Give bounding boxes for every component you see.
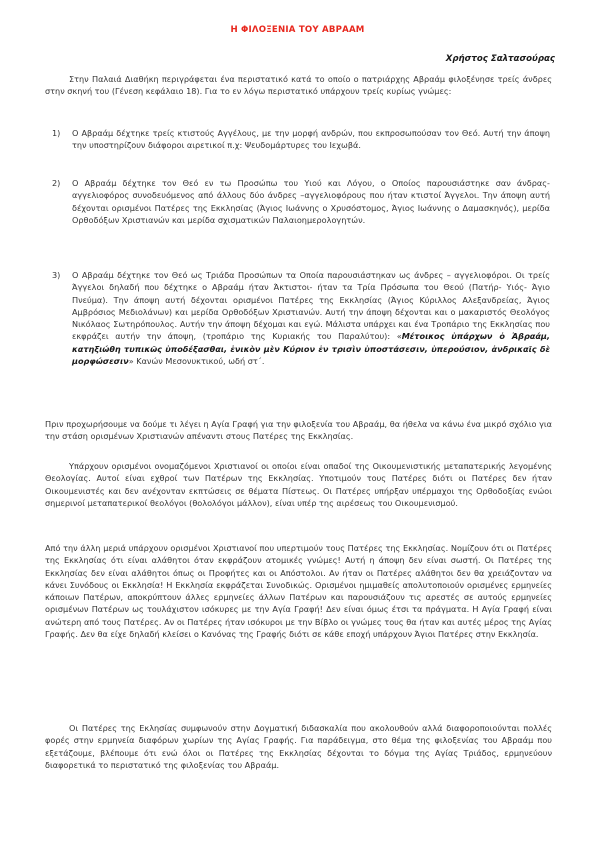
paragraph-before: [45, 418, 552, 443]
opinion-number-1: 1): [52, 128, 61, 138]
author-name: Χρήστος Σαλτασούρας: [445, 54, 555, 64]
paragraph-other: [45, 542, 552, 640]
troparion-source: » Κανών Μεσονυκτικού, ωδή στ΄.: [128, 356, 265, 367]
paragraph-ecumenism: [45, 460, 552, 509]
opinion-number-3: 3): [52, 270, 61, 280]
paragraph-last: [45, 722, 552, 771]
opinion-text-2: Ο Αβραάμ δέχτηκε τον Θεό εν τω Προσώπω του Υιού και Λόγου, ο Οποίος παρουσιάστηκε σαν άνδρας- αγγελιοφόρος συνοδευόμενος από άλλους δύο άνδρες –αγγελιοφόρους που ήταν κτιστοί Άγγελοι. Την άποψη αυτή δέχονται ορισμένοι Πατέρες της Εκκλησίας (Άγιος Ιωάννης ο Χρυσόστομος, Άγιος Ιωάννης ο Δαμασκηνός), μερίδα Ορθοδόξων Χριστιανών και μερίδα σχισματικών Παλαιοημερολογητών.: [72, 178, 550, 225]
paragraph-last-text: Οι Πατέρες της Εκλησίας συμφωνούν στην Δογματική διδασκαλία που ακολουθούν αλλά διαφοροποιούνται πολλές φορές στην ερμηνεία διαφόρων χωρίων της Αγίας Γραφής. Για παράδειγμα, στο θέμα της φιλοξενίας του Αβραάμ που εξετάζουμε, βλέπουμε ότι ενώ όλοι οι Πατέρες της Εκκλησίας δέχονται το δόγμα της Αγίας Τριάδος, ερμηνεύουν διαφορετικά το περιστατικό της φιλοξενίας του Αβραάμ.: [45, 723, 552, 770]
opinion-text-1: Ο Αβραάμ δέχτηκε τρείς κτιστούς Αγγέλους, με την μορφή ανδρών, που εκπροσωπούσαν τον Θεό. Αυτή την άποψη την υποστηρίζουν διάφοροι αιρετικοί π.χ: Ψευδομάρτυρες του Ιεχωβά.: [72, 128, 550, 151]
intro-text: Στην Παλαιά Διαθήκη περιγράφεται ένα περιστατικό κατά το οποίο ο πατριάρχης Αβραάμ φιλοξένησε τρείς άνδρες στην σκηνή του (Γένεση κεφάλαιο 18). Για το εν λόγω περιστατικό υπάρχουν τρείς κυρίως γνώμες:: [45, 74, 552, 97]
paragraph-before-text: Πριν προχωρήσουμε να δούμε τι λέγει η Αγία Γραφή για την φιλοξενία του Αβραάμ, θα ήθελα να κάνω ένα μικρό σχόλιο για την στάση ορισμένων Χριστιανών απέναντι στους Πατέρες της Εκκλησίας.: [45, 419, 552, 442]
opinion-text-3-body: Ο Αβραάμ δέχτηκε τον Θεό ως Τριάδα Προσώπων τα Οποία παρουσιάστηκαν ως άνδρες – αγγελιοφόροι. Οι τρείς Άγγελοι δηλαδή που δέχτηκε ο Αβραάμ ήταν Άκτιστοι- ήταν τα Τρία Πρόσωπα του Θεού (Πατήρ- Υιός- Άγιο Πνεύμα). Την άποψη αυτή δέχονται ορισμένοι Πατέρες της Εκκλησίας (Άγιος Κύριλλος Αλεξανδρείας, Άγιος Αμβρόσιος Μεδιολάνων) και μερίδα Ορθοδόξων Χριστιανών. Αυτή την άποψη δέχονται και ο μακαριστός Θεολόγος Νικόλαος Σωτηρόπουλος. Αυτήν την άποψη δέχομαι και εγώ. Μάλιστα υπάρχει και ένα Τροπάριο της Εκκλησίας που εκφράζει αυτήν την άποψη, (τροπάριο της Κυριακής του Παραλύτου): «: [72, 270, 550, 342]
document-title: Η ΦΙΛΟΞΕΝΙΑ ΤΟΥ ΑΒΡΑΑΜ: [230, 25, 365, 35]
paragraph-other-text: Από την άλλη μεριά υπάρχουν ορισμένοι Χριστιανοί που υπερτιμούν τους Πατέρες της Εκκλησίας. Νομίζουν ότι οι Πατέρες της Εκκλησίας ότι είναι αλάθητοι όταν εκφράζουν ατομικές γνώμες! Αυτή η άποψη δεν είναι σωστή. Οι Πατέρες της Εκκλησίας δεν είναι αλάθητοι όπως οι Προφήτες και οι Απόστολοι. Αν ήταν οι Πατέρες αλάθητοι δεν θα χρειάζονταν να κάνει Συνόδους οι Εκκλησία! Η Εκκλησία εκφράζεται Συνοδικώς. Ορισμένοι ημιμαθείς απολυτοποιούν ορισμένες ερμηνείες κάποιων Πατέρων, αποκρύπτουν άλλες ερμηνείες άλλων Πατέρων και παρουσιάζουν τις αρεστές σε αυτούς ερμηνείες ορισμένων Πατέρων ως τουλάχιστον ισόκυρες με την Αγία Γραφή! Δεν είναι όμως έτσι τα πράγματα. Η Αγία Γραφή είναι ανώτερη από τους Πατέρες. Αν οι Πατέρες ήταν ισόκυροι με την Βίβλο οι γνώμες τους θα ήταν και αυτές μέρος της Αγίας Γραφής. Δεν θα είχε δηλαδή κλείσει ο Κανόνας της Γραφής διότι σε κάθε εποχή υπάρχουν Άγιοι Πατέρες στην Εκκλησία.: [45, 543, 552, 640]
paragraph-ecumenism-text: Υπάρχουν ορισμένοι ονομαζόμενοι Χριστιανοί οι οποίοι είναι οπαδοί της Οικουμενιστικής μεταπατερικής λεγομένης Θεολογίας. Αυτοί είναι εχθροί των Πατέρων της Εκκλησίας. Υποτιμούν τους Πατέρες διότι οι Πατέρες δεν ήταν Οικουμενιστές και δεν ανέχονταν εκπτώσεις σε θέματα Πίστεως. Οι Πατέρες υπήρξαν υπέρμαχοι της Ορθοδοξίας ενώοι σημερινοί μεταπατερικοί θεολόγοι (θολολόγοι μάλλον), είναι υπέρ της αιρέσεως του Οικουμενισμού.: [45, 461, 552, 508]
troparion-quote: Μέτοικος ὑπάρχων ὁ Ἀβραάμ, κατηξιώθη τυπικῶς ὑποδέξασθαι, ἑνικὸν μὲν Κύριον ἐν τρισὶν ὑποστάσεσιν, ὑπερούσιον, ἀνδρικαῖς δὲ μορφώσεσιν: [72, 331, 550, 367]
opinion-number-2: 2): [52, 178, 61, 188]
opinion-text-3: [72, 269, 550, 367]
intro-paragraph: [45, 73, 552, 98]
